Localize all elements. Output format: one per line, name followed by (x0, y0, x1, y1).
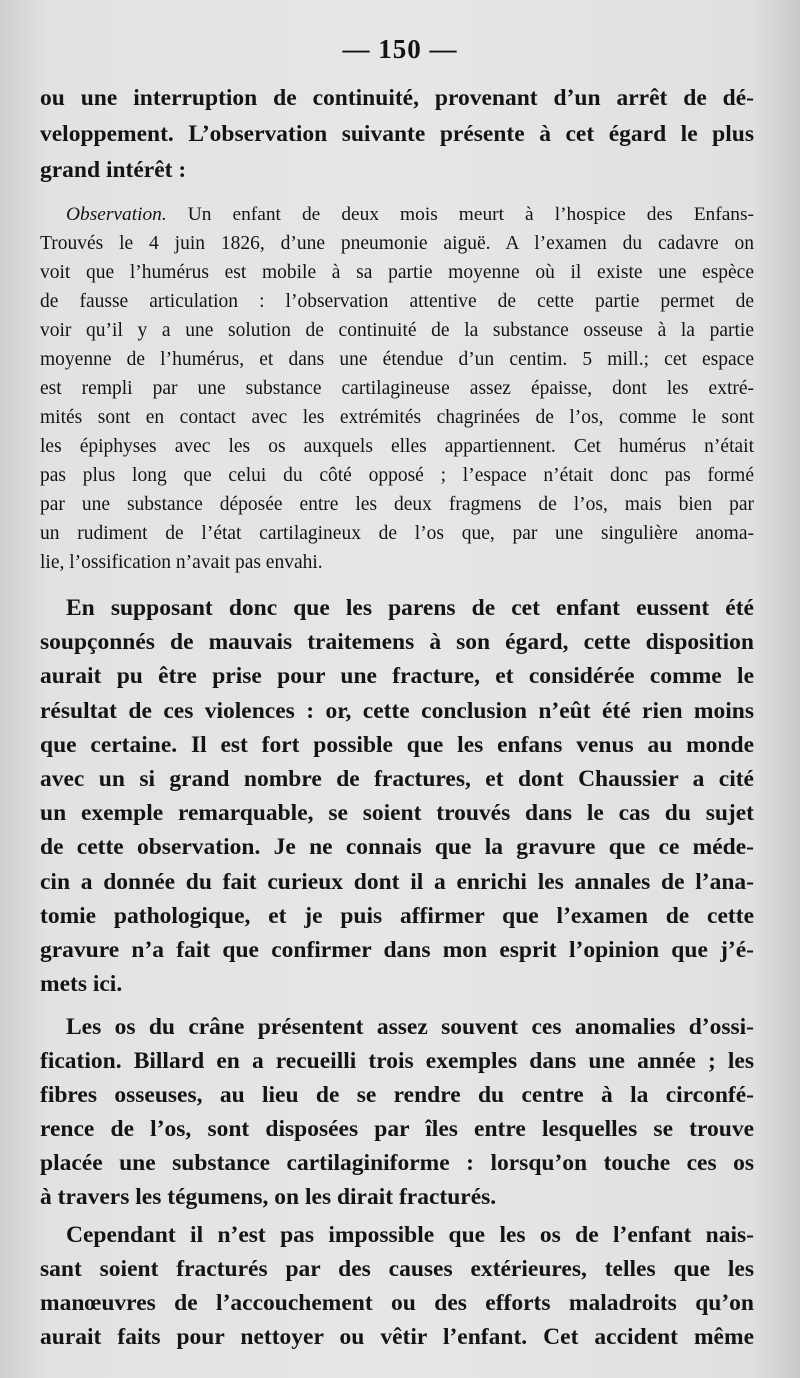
text-line: à travers les tégumens, on les dirait fracturés. (40, 1184, 497, 1210)
text-line: rence de l’os, sont disposées par îles entre lesquelles se trouve (40, 1116, 754, 1142)
text-line: voir qu’il y a une solution de continuité de la substance osseuse à la partie (40, 320, 754, 341)
intro-paragraph (40, 80, 754, 188)
text-line (40, 200, 754, 229)
text-line: résultat de ces violences : or, cette conclusion n’eût été rien moins (40, 697, 754, 724)
text-line: veloppement. L’observation suivante présente à cet égard le plus (40, 121, 754, 147)
text-line: que certaine. Il est fort possible que les enfans venus au monde (40, 731, 754, 758)
text-line: En supposant donc que les parens de cet enfant eussent été (66, 595, 754, 621)
text-line: de cette observation. Je ne connais que la gravure que ce méde- (40, 834, 754, 861)
text-line: gravure n’a fait que confirmer dans mon esprit l’opinion que j’é- (40, 937, 754, 964)
text-line: soupçonnés de mauvais traitemens à son égard, cette disposition (40, 629, 754, 656)
observation-text: Un enfant de deux mois meurt à l’hospice des Enfans- (187, 204, 754, 225)
text-line: un rudiment de l’état cartilagineux de l’os que, par une singulière anoma- (40, 523, 754, 544)
text-line: sant soient fracturés par des causes extérieures, telles que les (40, 1256, 754, 1282)
observation-block (40, 200, 754, 577)
text-line: un exemple remarquable, se soient trouvés dans le cas du sujet (40, 800, 754, 827)
text-line: avec un si grand nombre de fractures, et dont Chaussier a cité (40, 766, 754, 793)
text-line: placée une substance cartilaginiforme : lorsqu’on touche ces os (40, 1150, 754, 1176)
text-line: lie, l’ossification n’avait pas envahi. (40, 552, 323, 573)
paragraph (40, 1218, 754, 1354)
page-number: — 150 — (342, 34, 458, 64)
text-line: aurait pu être prise pour une fracture, et considérée comme le (40, 663, 754, 690)
text-line: fication. Billard en a recueilli trois exemples dans une année ; les (40, 1048, 754, 1074)
text-line: Cependant il n’est pas impossible que les os de l’enfant nais- (66, 1222, 754, 1248)
text-line: ou une interruption de continuité, provenant d’un arrêt de dé- (40, 85, 754, 111)
text-line: Les os du crâne présentent assez souvent ces anomalies d’ossi- (66, 1014, 754, 1040)
text-line: par une substance déposée entre les deux fragmens de l’os, mais bien par (40, 494, 754, 515)
text-line: mités sont en contact avec les extrémités chagrinées de l’os, comme le sont (40, 407, 754, 428)
text-line: manœuvres de l’accouchement ou des efforts maladroits qu’on (40, 1290, 754, 1316)
paragraph (40, 1010, 754, 1214)
text-line: fibres osseuses, au lieu de se rendre du centre à la circonfé- (40, 1082, 754, 1108)
text-line: voit que l’humérus est mobile à sa partie moyenne où il existe une espèce (40, 262, 754, 283)
text-line: aurait faits pour nettoyer ou vêtir l’enfant. Cet accident même (40, 1324, 754, 1350)
text-line: mets ici. (40, 971, 123, 998)
text-line: les épiphyses avec les os auxquels elles appartiennent. Cet humérus n’était (40, 436, 754, 457)
text-line: cin a donnée du fait curieux dont il a enrichi les annales de l’ana- (40, 868, 754, 895)
text-line: pas plus long que celui du côté opposé ; l’espace n’était donc pas formé (40, 465, 754, 486)
text-line: tomie pathologique, et je puis affirmer que l’examen de cette (40, 902, 754, 929)
paragraph (40, 591, 754, 1001)
text-line: Trouvés le 4 juin 1826, d’une pneumonie aiguë. A l’examen du cadavre on (40, 233, 754, 254)
text-line: de fausse articulation : l’observation attentive de cette partie permet de (40, 291, 754, 312)
text-line: grand intérêt : (40, 157, 187, 183)
observation-label: Observation. (66, 204, 167, 225)
text-line: moyenne de l’humérus, et dans une étendue d’un centim. 5 mill.; cet espace (40, 349, 754, 370)
text-line: est rempli par une substance cartilagineuse assez épaisse, dont les extré- (40, 378, 754, 399)
